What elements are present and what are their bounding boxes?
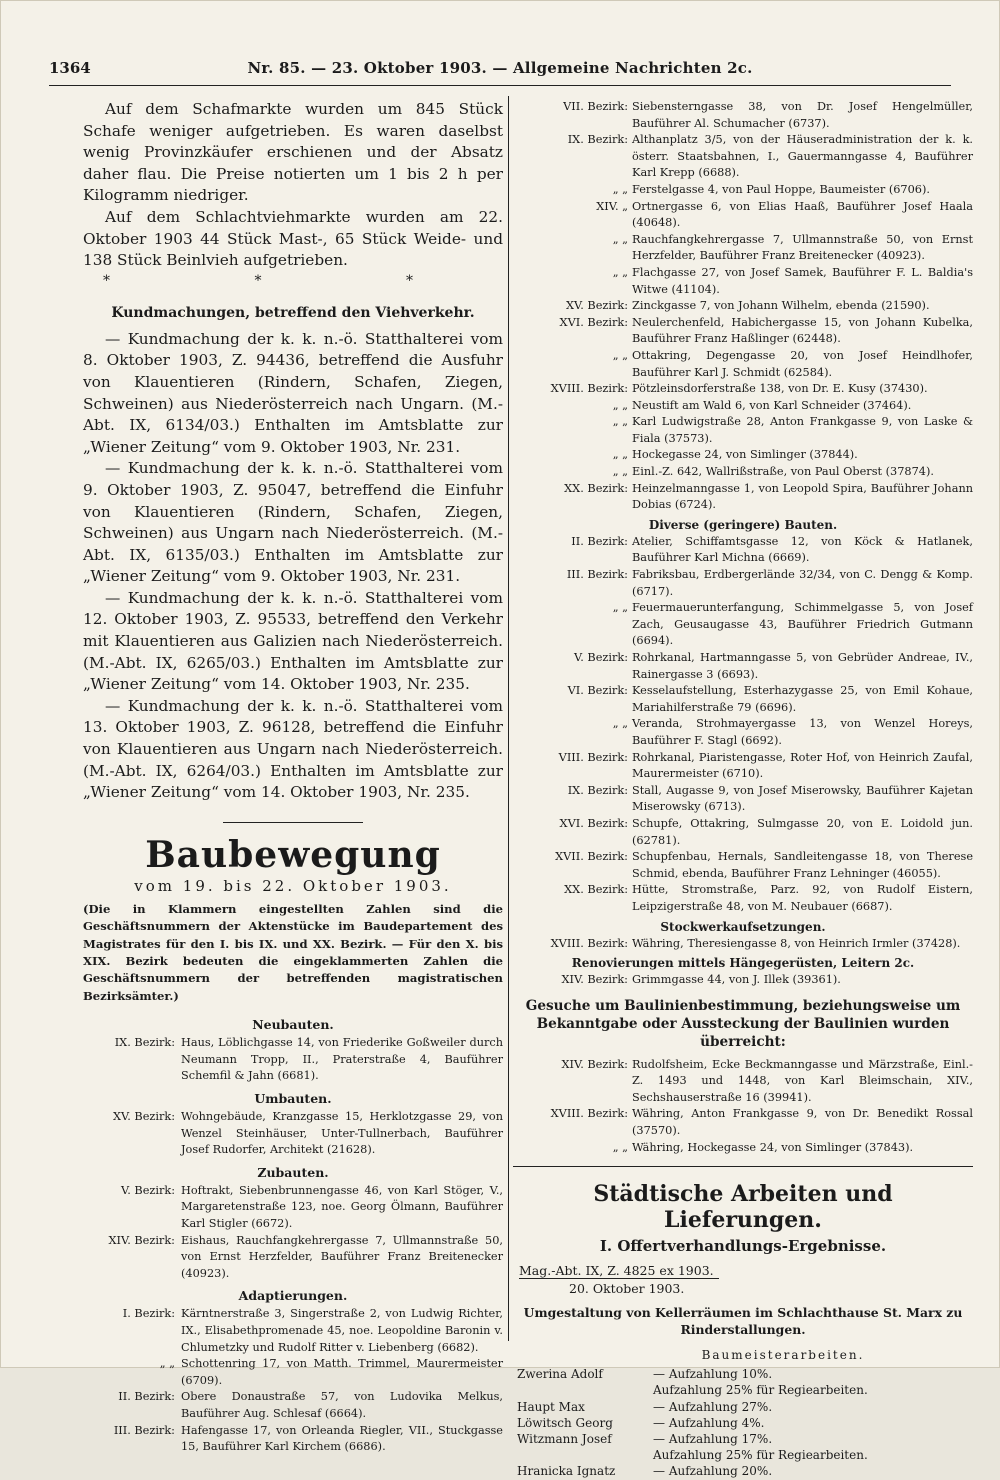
entry-text: Eishaus, Rauchfangkehrergasse 7, Ullmannstraße 50, von Ernst Herzfelder, Bauführer Franz Breitenecker (40923). [181,1233,503,1280]
list-item [513,567,973,600]
right-column [513,99,973,1479]
header-rule [49,85,951,86]
paragraph: Auf dem Schlachtviehmarkte wurden am 22. Oktober 1903 44 Stück Mast-, 65 Stück Weide- und 138 Stück Beinlvieh aufgetrieben. [83,207,503,270]
district-label: XVI. Bezirk: [559,816,628,830]
list-item [513,882,973,915]
baubewegung-title: Baubewegung [145,833,441,876]
district-label: IX. Bezirk: [114,1036,175,1050]
section-rule [223,822,363,823]
entry-text: Grimmgasse 44, von J. Illek (39361). [632,973,841,987]
list-item [513,750,973,783]
list-item [513,99,973,132]
list-item [513,132,973,182]
entry-text: Kesselaufstellung, Esterhazygasse 25, von Emil Kohaue, Mariahilferstraße 79 (6696). [632,684,973,714]
page-header [49,59,951,85]
category-heading: Zubauten. [257,1164,329,1180]
entry-text: Währing, Hockegasse 24, von Simlinger (37843). [632,1140,914,1154]
bidder-name: Zwerina Adolf [517,1367,603,1382]
entry-text: Haus, Löblichgasse 14, von Friederike Goßweiler durch Neumann Tropp, II., Praterstraße 4, Bauführer Schemfil & Jahn (6681). [181,1036,503,1083]
bid-row [513,1415,973,1431]
district-label: XIV. „ [596,199,628,213]
entry-text: Hütte, Stromstraße, Parz. 92, von Rudolf Eistern, Leipzigerstraße 48, von M. Neubauer (6687). [632,883,973,913]
section-heading: Kundmachungen, betreffend den Viehverkehr. [111,304,475,321]
list-item [513,464,973,481]
entry-text: Neustift am Wald 6, von Karl Schneider (37464). [632,398,912,412]
district-label: XIV. Bezirk: [561,973,628,987]
list-item [513,315,973,348]
district-label: IX. Bezirk: [567,133,628,147]
entry-text: Schupfe, Ottakring, Sulmgasse 20, von E. Loidold jun. (62781). [632,816,973,847]
offer-heading: I. Offertverhandlungs-Ergebnisse. [599,1237,887,1256]
district-label: VIII. Bezirk: [558,750,628,764]
entry-text: Schottenring 17, von Matth. Trimmel, Maurermeister (6709). [181,1357,503,1387]
list-item [513,481,973,514]
list-item [513,936,973,953]
entry-text: Rohrkanal, Hartmanngasse 5, von Gebrüder Andreae, IV., Rainergasse 3 (6693). [632,651,973,681]
list-item [513,716,973,749]
district-label: XV. Bezirk: [565,299,628,313]
bid-value: Aufzahlung 25% für Regiearbeiten. [653,1383,868,1398]
offer-date: 20. Oktober 1903. [569,1281,685,1297]
list-item [513,600,973,650]
bid-row [513,1399,973,1415]
entry-text: Heinzelmanngasse 1, von Leopold Spira, Bauführer Johann Dobias (6724). [632,481,973,512]
district-label: „ „ [159,1357,175,1371]
district-label: XVIII. Bezirk: [550,936,628,950]
list-item [83,1233,503,1283]
entry-text: Atelier, Schiffamtsgasse 12, von Köck & Hatlanek, Bauführer Karl Michna (6669). [632,534,973,565]
list-item [513,1057,973,1107]
category-heading: Neubauten. [252,1017,334,1033]
entry-text: Hockegasse 24, von Simlinger (37844). [632,448,858,462]
list-item [513,298,973,315]
district-label: XVIII. Bezirk: [550,382,628,396]
bidder-name: Löwitsch Georg [517,1415,613,1430]
district-label: XV. Bezirk: [112,1110,175,1124]
list-item [83,1183,503,1233]
section-rule [513,1166,973,1167]
column-divider [508,96,509,1341]
entry-text: Währing, Anton Frankgasse 9, von Dr. Benedikt Rossal (37570). [632,1107,973,1138]
baubewegung-note: (Die in Klammern eingestellten Zahlen sind die Geschäftsnummern der Aktenstücke im Baudepartement des Magistrates für den I. bis IX. und XX. Bezirk. — Für den X. bis XIX. Bezirk bedeuten die eingeklammerten Zahlen die Geschäftsnummern der betreffenden magistratischen Bezirksämter.) [83,901,503,1003]
district-label: „ „ [612,348,628,362]
list-item [83,1356,503,1389]
district-label: „ „ [612,182,628,196]
entry-text: Rohrkanal, Piaristengasse, Roter Hof, von Heinrich Zaufal, Maurermeister (6710). [632,750,973,781]
entry-text: Veranda, Strohmayergasse 13, von Wenzel Horeys, Bauführer F. Stagl (6692). [632,717,973,747]
left-column [83,99,503,1454]
list-item [513,348,973,381]
district-label: VI. Bezirk: [567,684,628,698]
bidder-name: Haupt Max [517,1399,585,1414]
district-label: „ „ [612,717,628,731]
page-number: 1364 [49,59,91,77]
district-label: „ „ [612,398,628,412]
project-title: Umgestaltung von Kellerräumen im Schlachthause St. Marx zu Rinderstallungen. [523,1305,963,1338]
bid-value: — Aufzahlung 17%. [653,1432,773,1447]
district-label: III. Bezirk: [566,568,628,582]
entry-text: Hoftrakt, Siebenbrunnengasse 46, von Karl Stöger, V., Margaretenstraße 123, noe. Georg Ölmann, Bauführer Karl Stigler (6672). [181,1183,503,1230]
list-item [83,1109,503,1159]
entry-text: Obere Donaustraße 57, von Ludovika Melkus, Bauführer Aug. Schlesaf (6664). [181,1390,503,1420]
list-item [513,232,973,265]
district-label: „ „ [612,448,628,462]
section-stars: * * * [103,272,483,289]
entry-text: Neulerchenfeld, Habichergasse 15, von Johann Kubelka, Bauführer Franz Haßlinger (62448). [632,315,973,346]
entry-text: Fabriksbau, Erdbergerlände 32/34, von C. Dengg & Komp. (6717). [632,568,973,598]
list-item [513,849,973,882]
entry-text: Feuermauerunterfangung, Schimmelgasse 5, von Josef Zach, Geusaugasse 43, Bauführer Friedrich Gutmann (6694). [632,601,973,648]
entry-text: Flachgasse 27, von Josef Samek, Bauführer F. L. Baldia's Witwe (41104). [632,265,973,296]
entry-text: Schupfenbau, Hernals, Sandleitengasse 18, von Therese Schmid, ebenda, Bauführer Franz Lehninger (46055). [632,850,973,880]
list-item [513,199,973,232]
list-item [513,1106,973,1139]
list-item [513,398,973,415]
neubauten-list [83,1035,503,1085]
category-heading: Stockwerkaufsetzungen. [660,919,826,934]
district-label: IX. Bezirk: [567,783,628,797]
kundmachung-paragraph: — Kundmachung der k. k. n.-ö. Statthalterei vom 12. Oktober 1903, Z. 95533, betreffend den Verkehr mit Klauentieren aus Galizien nach Niederösterreich. (M.-Abt. IX, 6265/03.) Enthalten im Amtsblatte zur „Wiener Zeitung“ vom 14. Oktober 1903, Nr. 235. [83,588,503,694]
district-label: XVIII. Bezirk: [550,1107,628,1121]
entry-text: Ferstelgasse 4, von Paul Hoppe, Baumeister (6706). [632,182,930,196]
district-label: XVII. Bezirk: [555,850,628,864]
adaptierungen-list [83,1306,503,1455]
district-label: XIV. Bezirk: [108,1233,175,1247]
category-heading: Adaptierungen. [238,1288,348,1304]
list-item [513,783,973,816]
entry-text: Pötzleinsdorferstraße 138, von Dr. E. Kusy (37430). [632,382,928,396]
entry-text: Währing, Theresiengasse 8, von Heinrich Irmler (37428). [632,936,961,950]
district-label: XVI. Bezirk: [559,315,628,329]
bids-list [513,1366,973,1479]
district-label: XIV. Bezirk: [561,1057,628,1071]
gesuche-list [513,1057,973,1157]
entry-text: Rudolfsheim, Ecke Beckmanngasse und Märzstraße, Einl.-Z. 1493 und 1448, von Karl Bleimschain, XIV., Sechshauserstraße 16 (39941). [632,1057,973,1104]
paragraph: Auf dem Schafmarkte wurden um 845 Stück Schafe weniger aufgetrieben. Es waren daselbst wenig Provinzkäufer erschienen und der Absatz daher flau. Die Preise notierten um 1 bis 2 h per Kilogramm niedriger. [83,100,503,205]
list-item [83,1306,503,1356]
list-item [83,1389,503,1422]
list-item [513,683,973,716]
list-item [513,182,973,199]
bid-value: — Aufzahlung 20%. [653,1464,773,1479]
entry-text: Ortnergasse 6, von Elias Haaß, Bauführer Josef Haala (40648). [632,199,973,230]
entry-text: Zinckgasse 7, von Johann Wilhelm, ebenda (21590). [632,299,930,313]
list-item [513,650,973,683]
bid-value: — Aufzahlung 4%. [653,1415,765,1430]
adaptierungen-continued-list [513,99,973,514]
entry-text: Althanplatz 3/5, von der Häuseradministration der k. k. österr. Staatsbahnen, I., Gauermanngasse 4, Bauführer Karl Krepp (6688). [632,133,973,180]
district-label: „ „ [612,1140,628,1154]
district-label: I. Bezirk: [122,1307,175,1321]
diverse-list [513,534,973,916]
renovierungen-list [513,972,973,989]
district-label: „ „ [612,601,628,615]
category-heading: Renovierungen mittels Hängegerüsten, Leitern 2c. [571,956,915,971]
district-label: XX. Bezirk: [564,883,628,897]
kundmachung-paragraph: — Kundmachung der k. k. n.-ö. Statthalterei vom 9. Oktober 1903, Z. 95047, betreffend die Einfuhr von Klauentieren (Rindern, Schafen, Ziegen, Schweinen) aus Ungarn nach Niederösterreich. (M.-Abt. IX, 6135/03.) Enthalten im Amtsblatte zur „Wiener Zeitung“ vom 9. Oktober 1903, Nr. 231. [83,459,503,586]
entry-text: Siebensterngasse 38, von Dr. Josef Hengelmüller, Bauführer Al. Schumacher (6737). [632,100,973,130]
district-label: „ „ [612,415,628,429]
bidder-name: Hranicka Ignatz [517,1464,616,1479]
entry-text: Rauchfangkehrergasse 7, Ullmannstraße 50, von Ernst Herzfelder, Bauführer Franz Breitenecker (40923). [632,232,973,263]
entry-text: Wohngebäude, Kranzgasse 15, Herklotzgasse 29, von Wenzel Steinhäuser, Unter-Tullnerbach, Bauführer Josef Rudorfer, Architekt (21628). [181,1110,503,1157]
list-item [83,1423,503,1456]
list-item [513,414,973,447]
work-type: Baumeisterarbeiten. [701,1348,865,1363]
bid-value: — Aufzahlung 10%. [653,1367,773,1382]
bid-value: — Aufzahlung 27%. [653,1399,773,1414]
bid-row [513,1366,973,1398]
district-label: V. Bezirk: [574,651,628,664]
district-label: „ „ [612,465,628,479]
district-label: V. Bezirk: [121,1183,175,1197]
list-item [513,447,973,464]
entry-text: Ottakring, Degengasse 20, von Josef Heindlhofer, Bauführer Karl J. Schmidt (62584). [632,348,973,379]
mag-reference: Mag.-Abt. IX, Z. 4825 ex 1903. [519,1263,719,1279]
category-heading: Diverse (geringere) Bauten. [648,517,838,532]
district-label: II. Bezirk: [571,534,628,548]
list-item [513,972,973,989]
category-heading: Umbauten. [254,1091,332,1107]
district-label: „ „ [612,232,628,246]
list-item [513,1140,973,1157]
entry-text: Einl.-Z. 642, Wallrißstraße, von Paul Oberst (37874). [632,465,934,479]
district-label: VII. Bezirk: [563,100,628,113]
bid-row [513,1463,973,1479]
baubewegung-subtitle: vom 19. bis 22. Oktober 1903. [134,876,452,895]
zubauten-list [83,1183,503,1283]
running-title: Nr. 85. — 23. Oktober 1903. — Allgemeine Nachrichten 2c. [247,59,753,77]
list-item [83,1035,503,1085]
kundmachung-paragraph: — Kundmachung der k. k. n.-ö. Statthalterei vom 13. Oktober 1903, Z. 96128, betreffend die Einfuhr von Klauentieren aus Ungarn nach Niederösterreich. (M.-Abt. IX, 6264/03.) Enthalten im Amtsblatte zur „Wiener Zeitung“ vom 14. Oktober 1903, Nr. 235. [83,696,503,802]
entry-text: Hafengasse 17, von Orleanda Riegler, VII., Stuckgasse 15, Bauführer Karl Kirchem (6686). [181,1423,503,1454]
umbauten-list [83,1109,503,1159]
list-item [513,534,973,567]
list-item [513,816,973,849]
entry-text: Stall, Augasse 9, von Josef Miserowsky, Bauführer Kajetan Miserowsky (6713). [632,783,973,814]
bid-row [513,1431,973,1463]
stockwerk-list [513,936,973,953]
list-item [513,381,973,398]
entry-text: Kärntnerstraße 3, Singerstraße 2, von Ludwig Richter, IX., Elisabethpromenade 45, noe. Leopoldine Baronin v. Chlumetzky und Rudolf Ritter v. Liebenberg (6682). [181,1307,503,1354]
district-label: XX. Bezirk: [564,481,628,495]
kundmachung-paragraph: — Kundmachung der k. k. n.-ö. Statthalterei vom 8. Oktober 1903, Z. 94436, betreffend die Ausfuhr von Klauentieren (Rindern, Schafen, Ziegen, Schweinen) aus Niederösterreich nach Ungarn. (M.-Abt. IX, 6134/03.) Enthalten im Amtsblatte zur „Wiener Zeitung“ vom 9. Oktober 1903, Nr. 231. [83,329,503,456]
bidder-name: Witzmann Josef [517,1432,612,1447]
district-label: III. Bezirk: [113,1423,175,1437]
bid-value: Aufzahlung 25% für Regiearbeiten. [653,1448,868,1463]
staedtische-title: Städtische Arbeiten und Lieferungen. [593,1181,893,1234]
gesuche-heading: Gesuche um Baulinienbestimmung, beziehungsweise um Bekanntgabe oder Aussteckung der Baulinien wurden überreicht: [525,997,961,1050]
district-label: II. Bezirk: [118,1390,175,1404]
list-item [513,265,973,298]
entry-text: Karl Ludwigstraße 28, Anton Frankgasse 9, von Laske & Fiala (37573). [632,415,973,445]
district-label: „ „ [612,265,628,279]
